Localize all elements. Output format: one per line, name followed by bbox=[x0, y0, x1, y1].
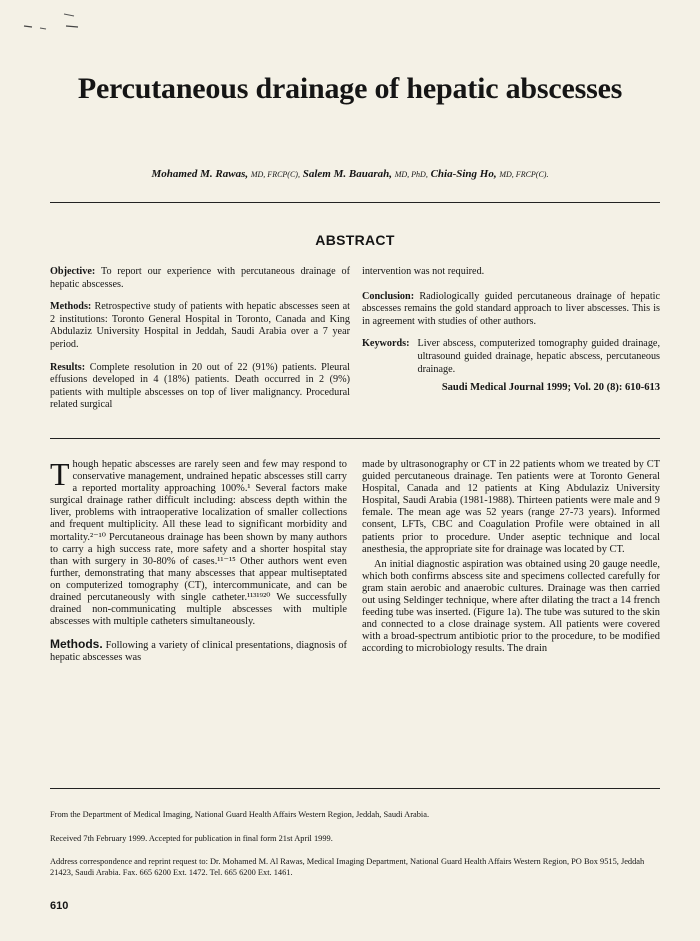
abstract-heading: ABSTRACT bbox=[315, 232, 395, 248]
body-right-column bbox=[362, 459, 660, 656]
author-line bbox=[30, 168, 670, 180]
footnote-received: Received 7th February 1999. Accepted for publication in final form 21st April 1999. bbox=[50, 834, 333, 843]
body-paragraph: An initial diagnostic aspiration was obtained using 20 gauge needle, which both confirms abscess site and specimens collected carefully for gram stain aerobic and anaerobic cultures. Drainage was then carried out using Seldinger technique, where after dilating the tract a 14 french feeding tube was inserted. (Figure 1a). The tube was sutured to the skin and connected to a close drainage system. All patients were covered with a broad-spectrum antibiotic prior to the procedure, to be modified according to microbiology results. The drain bbox=[362, 558, 660, 655]
author-degrees: MD, PhD, bbox=[394, 170, 428, 179]
abstract-results bbox=[50, 362, 350, 412]
footnote-correspondence: Address correspondence and reprint request to: Dr. Mohamed M. Al Rawas, Medical Imaging Department, National Guard Health Affairs Western Region, PO Box 9515, Jeddah 21423, Saudi Arabia. Fax. 665 6200 Ext. 1472. Tel. 665 6200 Ext. 1461. bbox=[50, 857, 645, 877]
results-label: Results: bbox=[50, 361, 86, 373]
results-continued: intervention was not required. bbox=[362, 266, 485, 277]
divider-rule bbox=[50, 788, 660, 789]
abstract-conclusion bbox=[362, 291, 660, 329]
abstract-keywords bbox=[362, 338, 660, 376]
abstract-right-column bbox=[362, 266, 660, 395]
methods-body-text: Following a variety of clinical presentations, diagnosis of hepatic abscesses was bbox=[50, 640, 347, 664]
body-paragraph: made by ultrasonography or CT in 22 patients whom we treated by CT guided percutaneous drainage. Ten patients were at Toronto General Hospital, Canada and 12 patients at King Abdulaziz University Hospital, Saudi Arabia (1981-1988). Thirteen patients were male and 9 female. The mean age was 52 years (range 27-73 years). Informed consent, LFTs, CBC and Coagulation Profile were obtained in all patients prior to procedure. Under aseptic technique and local anesthesia, the appropriate site for drainage was located by CT. bbox=[362, 459, 660, 555]
page-number: 610 bbox=[50, 900, 69, 912]
body-left-column bbox=[50, 456, 347, 665]
author-name: Salem M. Bauarah, bbox=[302, 168, 392, 180]
journal-citation: Saudi Medical Journal 1999; Vol. 20 (8): 610-613 bbox=[441, 382, 660, 394]
scan-marks bbox=[20, 8, 90, 38]
abstract-left-column bbox=[50, 266, 350, 422]
objective-text: To report our experience with percutaneous drainage of hepatic abscesses. bbox=[50, 266, 350, 290]
methods-label: Methods: bbox=[50, 301, 92, 313]
methods-heading: Methods. bbox=[50, 637, 103, 652]
methods-paragraph bbox=[50, 638, 347, 664]
results-text: Complete resolution in 20 out of 22 (91%) patients. Pleural effusions developed in 4 (18%) patients. Death occurred in 2 (9%) patients with multiple abscesses on top of liver malignancy. Procedural related surgical bbox=[50, 361, 350, 411]
conclusion-text: Radiologically guided percutaneous drainage of hepatic abscesses remains the gold standard approach to liver abscesses. This is in agreement with studies of other authors. bbox=[362, 290, 661, 327]
keywords-text: Liver abscess, computerized tomography guided drainage, ultrasound guided drainage, hepatic abscess, percutaneous drainage. bbox=[417, 338, 660, 375]
abstract-methods bbox=[50, 301, 350, 351]
intro-text: hough hepatic abscesses are rarely seen and few may respond to conservative management, undrained hepatic abscesses still carry a reported mortality approaching 100%.¹ Several factors make surgical drainage rather difficult including: abscess depth within the liver, problems with intraoperative localization of smaller collections and frequent multiplicity. All these lead to significant morbidity and mortality.²⁻¹⁰ Percutaneous drainage has been shown by many authors to carry a high success rate, more safety and a shorter hospital stay than with surgery in 30-80% of cases.¹¹⁻¹⁵ Other authors went even further, demonstrating that many abscesses that appear multiseptated on computerized tomography (CT), intercommunicate, and can be drained percutaneously with single catheter.¹¹³¹⁹²⁰ We successfully drained non-communicating multiple abscesses with multiple abscesses with multiple catheters simultaneously. bbox=[50, 459, 347, 628]
footnote-affiliation: From the Department of Medical Imaging, National Guard Health Affairs Western Region, Jeddah, Saudi Arabia. bbox=[50, 810, 430, 819]
conclusion-label: Conclusion: bbox=[362, 290, 415, 302]
article-title: Percutaneous drainage of hepatic abscesses bbox=[77, 72, 623, 105]
divider-rule bbox=[50, 438, 660, 439]
intro-paragraph bbox=[50, 456, 347, 628]
methods-text: Retrospective study of patients with hepatic abscesses seen at 2 institutions: Toronto General Hospital in Toronto, Canada and King Abdulaziz University Hospital in Jeddah, Saudi Arabia over a 7 year period. bbox=[50, 301, 350, 350]
keywords-label: Keywords: bbox=[362, 338, 410, 350]
objective-label: Objective: bbox=[50, 266, 96, 277]
abstract-objective bbox=[50, 266, 350, 291]
divider-rule bbox=[50, 202, 660, 203]
author-name: Chia-Sing Ho, bbox=[430, 168, 497, 180]
author-degrees: MD, FRCP(C). bbox=[499, 170, 549, 179]
drop-cap: T bbox=[50, 456, 70, 492]
author-name: Mohamed M. Rawas, bbox=[151, 168, 249, 180]
author-degrees: MD, FRCP(C), bbox=[250, 170, 300, 179]
